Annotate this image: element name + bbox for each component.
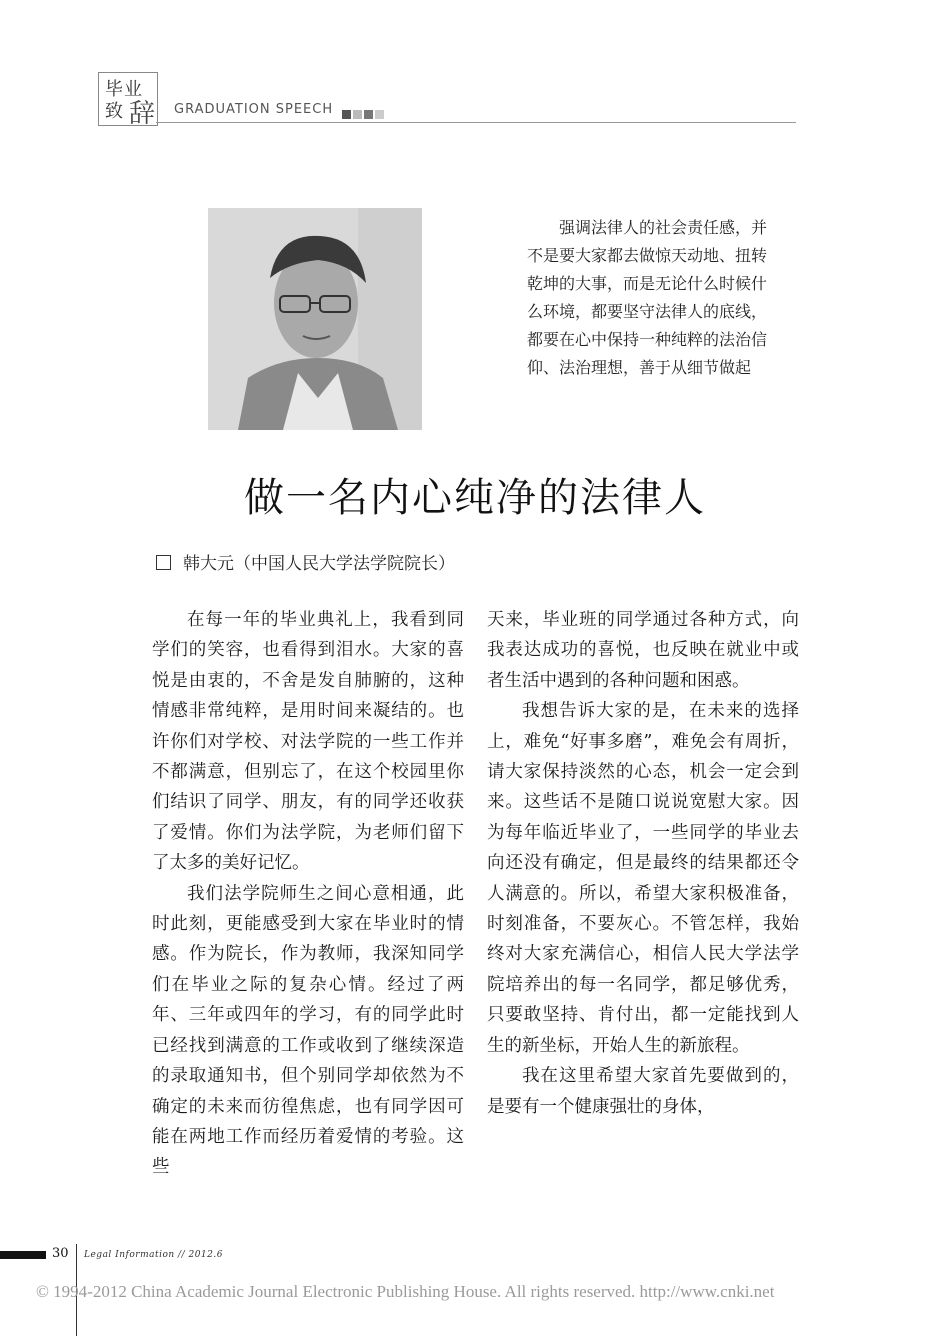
pull-quote — [527, 214, 767, 382]
section-logo — [98, 72, 158, 129]
article-title: 做一名内心纯净的法律人 — [244, 475, 706, 521]
square-icon — [375, 110, 384, 119]
decorative-squares — [342, 104, 386, 123]
paragraph: 我想告诉大家的是，在未来的选择上，难免“好事多磨”，难免会有周折，请大家保持淡然的心态，机会一定会到来。这些话不是随口说说宽慰大家。因为每年临近毕业了，一些同学的毕业去向还没有确定，但是最终的结果都还令人满意的。所以，希望大家积极准备，时刻准备，不要灰心。不管怎样，我始终对大家充满信心，相信人民大学法学院培养出的每一名同学，都足够优秀，只要敢坚持、肯付出，都一定能找到人生的新坐标，开始人生的新旅程。 — [487, 701, 799, 1056]
portrait-illustration — [208, 208, 422, 430]
square-icon — [342, 110, 351, 119]
byline — [156, 549, 455, 574]
header-divider — [156, 122, 796, 123]
body-column-1 — [152, 605, 464, 1183]
logo-top-text: 毕业 — [105, 79, 143, 100]
author-photo — [208, 208, 422, 430]
checkbox-square-icon — [156, 555, 171, 570]
logo-big-text: 辞 — [129, 99, 156, 129]
journal-name: Legal Information // 2012.6 — [84, 1250, 223, 1260]
paragraph: 我在这里希望大家首先要做到的，是要有一个健康强壮的身体， — [487, 1066, 799, 1117]
pull-quote-text: 强调法律人的社会责任感，并不是要大家都去做惊天动地、扭转乾坤的大事，而是无论什么时候什么环境，都要坚守法律人的底线，都要在心中保持一种纯粹的法治信仰、法治理想，善于从细节做起 — [527, 218, 768, 377]
byline-text: 韩大元（中国人民大学法学院院长） — [183, 554, 455, 574]
paragraph: 在每一年的毕业典礼上，我看到同学们的笑容，也看得到泪水。大家的喜悦是由衷的，不舍是发自肺腑的，这种情感非常纯粹，是用时间来凝结的。也许你们对学校、对法学院的一些工作并不都满意，但别忘了，在这个校园里你们结识了同学、朋友，有的同学还收获了爱情。你们为法学院，为老师们留下了太多的美好记忆。 — [152, 610, 464, 874]
section-label: GRADUATION SPEECH — [174, 102, 334, 117]
square-icon — [353, 110, 362, 119]
body-column-2 — [487, 605, 799, 1122]
page-number: 30 — [52, 1246, 69, 1261]
paragraph: 我们法学院师生之间心意相通，此时此刻，更能感受到大家在毕业时的情感。作为院长，作为教师，我深知同学们在毕业之际的复杂心情。经过了两年、三年或四年的学习，有的同学此时已经找到满意的工作或收到了继续深造的录取通知书，但个别同学却依然为不确定的未来而彷徨焦虑，也有同学因可能在两地工作而经历着爱情的考验。这些 — [152, 883, 464, 1178]
logo-bottom-text: 致 — [105, 101, 123, 122]
footer-bar — [0, 1251, 46, 1259]
square-icon — [364, 110, 373, 119]
paragraph-continued: 天来，毕业班的同学通过各种方式，向我表达成功的喜悦，也反映在就业中或者生活中遇到的各种问题和困惑。 — [487, 610, 799, 691]
copyright-notice: © 1994-2012 China Academic Journal Electronic Publishing House. All rights reserved. http://www.cnki.net — [36, 1282, 775, 1301]
